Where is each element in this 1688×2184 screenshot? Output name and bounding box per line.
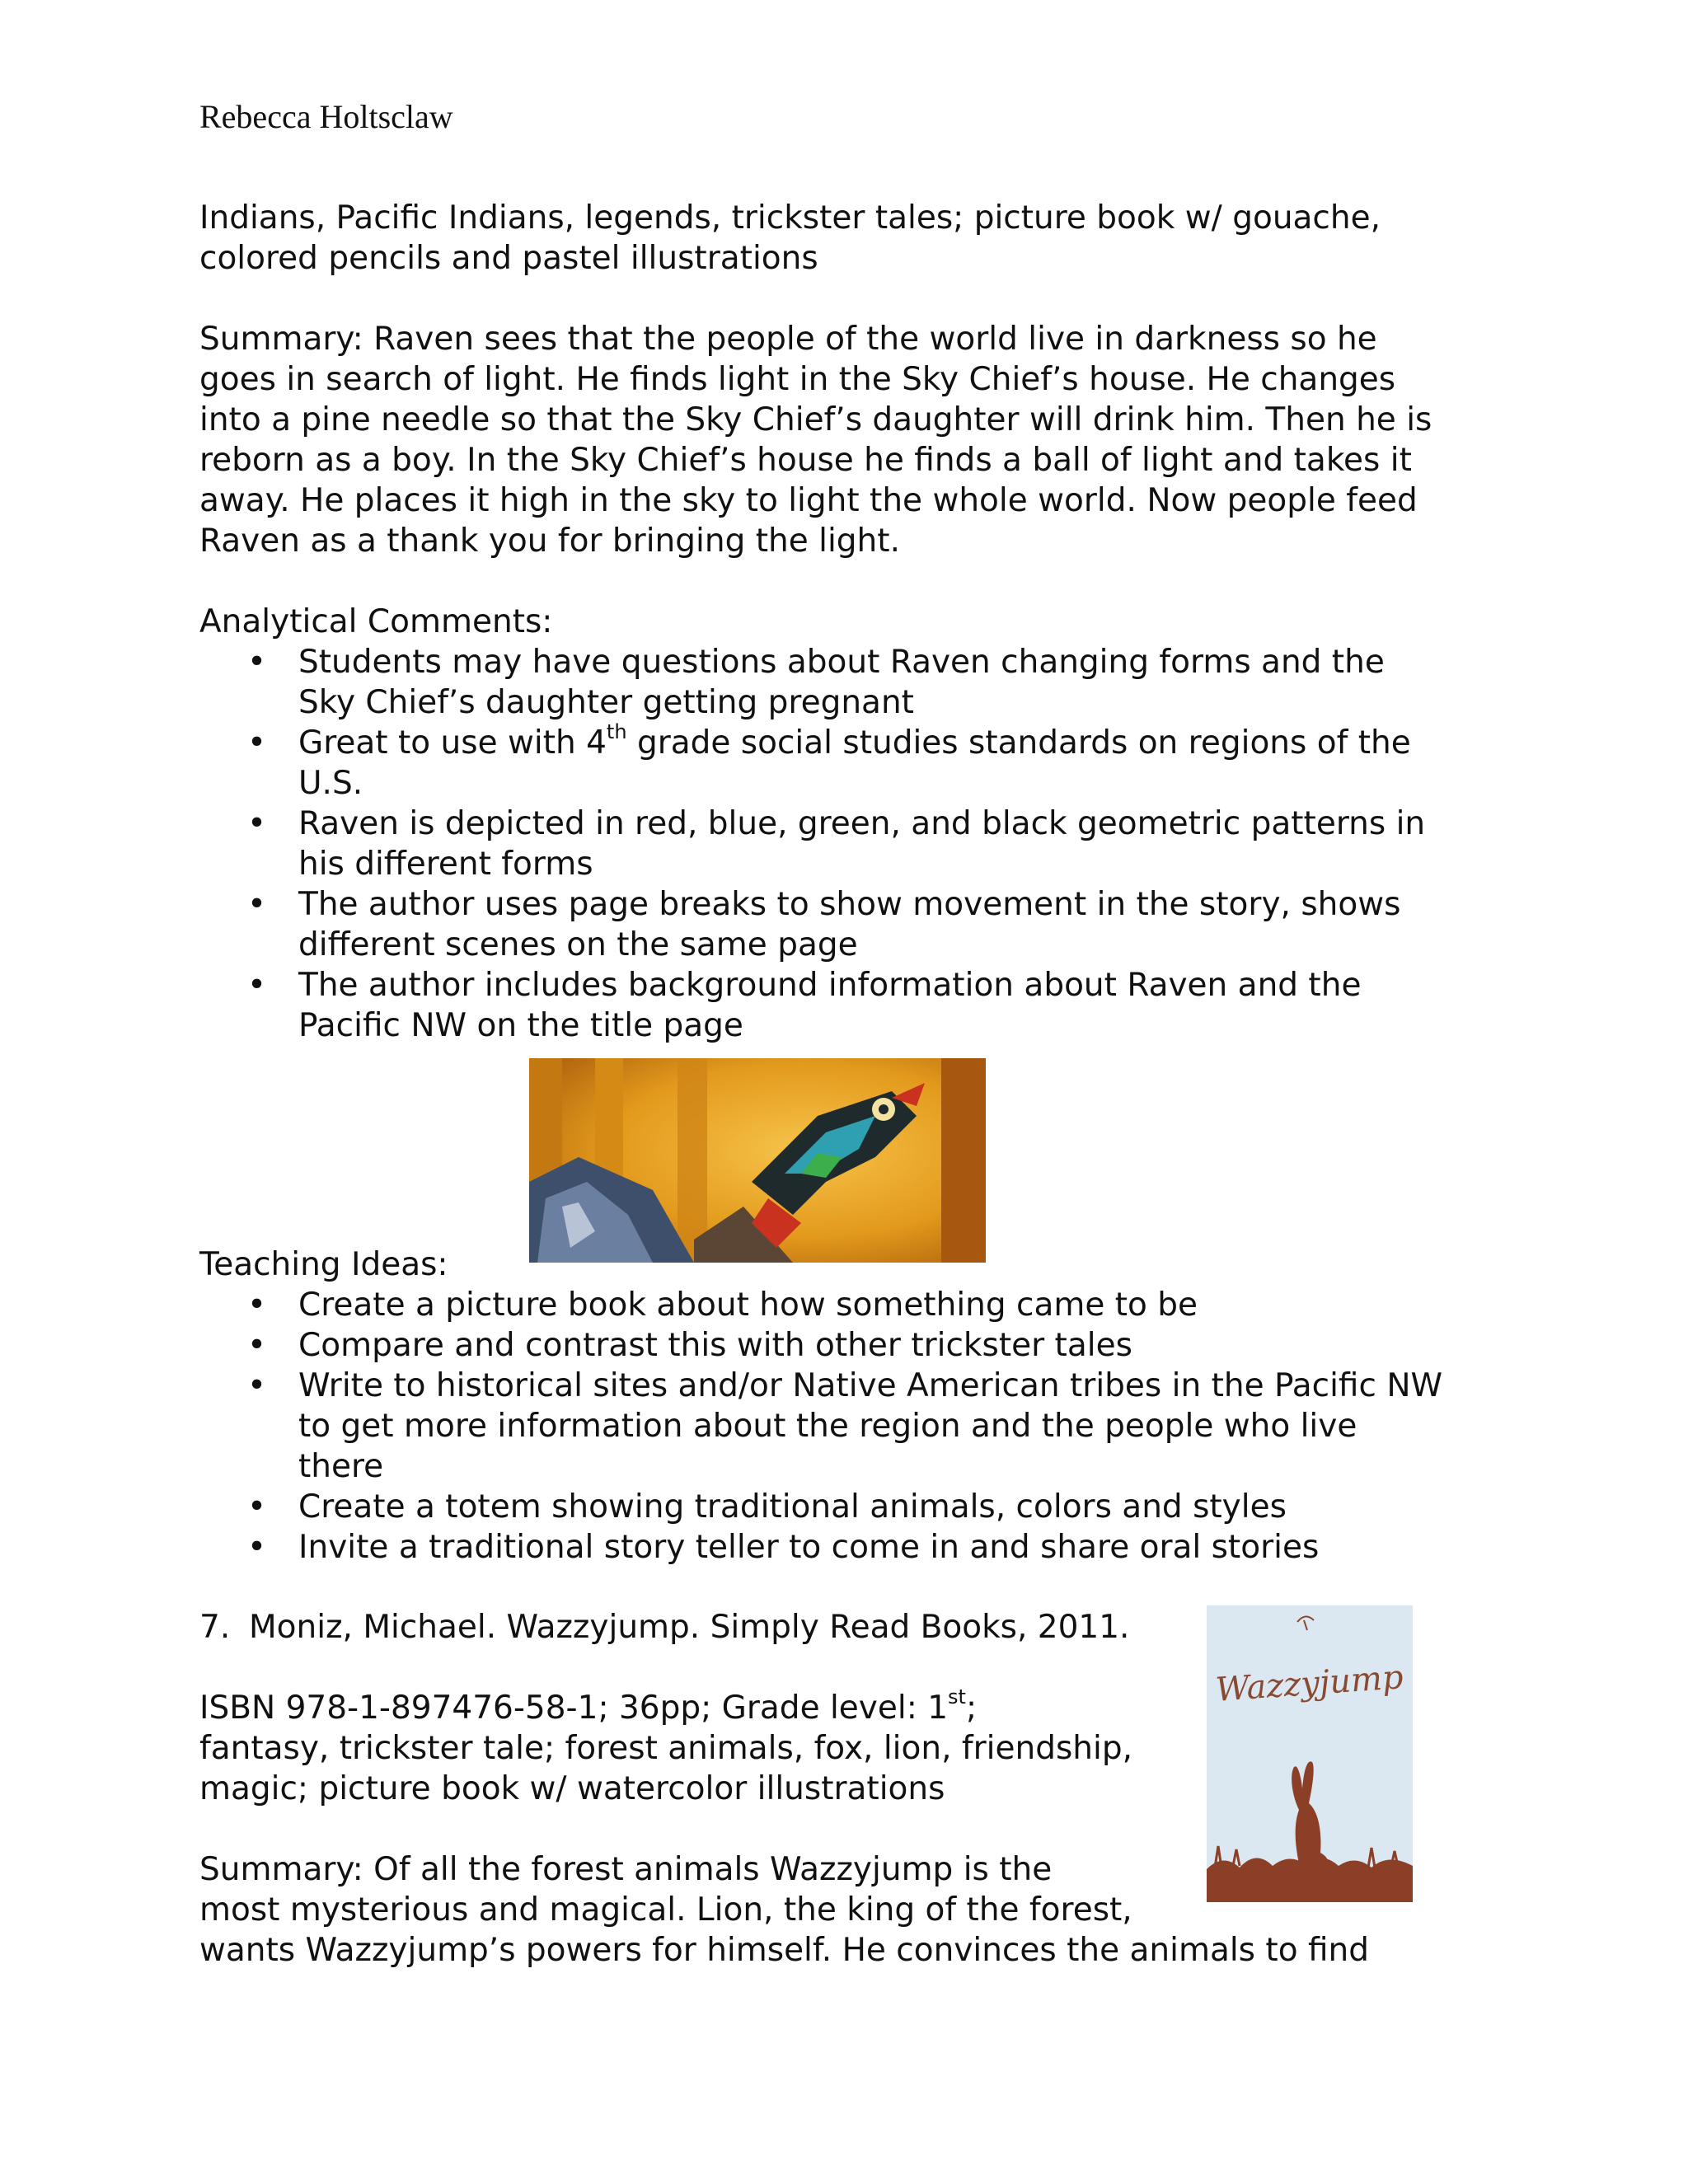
cover-title: Wazzyjump	[1214, 1658, 1404, 1709]
isbn-line: ISBN 978-1-897476-58-1; 36pp; Grade level: 1st;	[199, 1685, 978, 1727]
summary-line: most mysterious and magical. Lion, the king of the forest,	[199, 1891, 1132, 1929]
summary-line: Summary: Raven sees that the people of the world live in darkness so he	[199, 321, 1377, 358]
entry-number: 7.	[199, 1609, 231, 1646]
book-6-entry	[199, 198, 1518, 1046]
summary-line: into a pine needle so that the Sky Chief’s daughter will drink him. Then he is	[199, 401, 1432, 438]
summary-paragraph	[199, 319, 1518, 561]
book-7-summary-continued	[199, 1930, 1559, 1971]
subjects-line: Indians, Pacific Indians, legends, trickster tales; picture book w/ gouache,	[199, 199, 1381, 237]
list-item: • Create a picture book about how something came to be	[199, 1285, 1518, 1325]
subjects-line: colored pencils and pastel illustrations	[199, 240, 818, 277]
analytical-comments-heading: Analytical Comments:	[199, 603, 553, 640]
subjects-line: fantasy, trickster tale; forest animals, fox, lion, friendship,	[199, 1730, 1132, 1767]
author-header: Rebecca Holtsclaw	[199, 98, 453, 135]
summary-line: Summary: Of all the forest animals Wazzyjump is the	[199, 1851, 1053, 1888]
teaching-ideas-heading: Teaching Ideas:	[199, 1246, 448, 1283]
list-item: • The author uses page breaks to show movement in the story, shows different scenes on the same page	[199, 884, 1518, 965]
summary-line: away. He places it high in the sky to light the whole world. Now people feed	[199, 482, 1418, 519]
summary-line: wants Wazzyjump’s powers for himself. He convinces the animals to find	[199, 1932, 1369, 1969]
list-item: • Create a totem showing traditional animals, colors and styles	[199, 1487, 1518, 1527]
list-item: • Compare and contrast this with other trickster tales	[199, 1325, 1518, 1366]
list-item: • Raven is depicted in red, blue, green, and black geometric patterns in his different forms	[199, 804, 1518, 884]
summary-line: goes in search of light. He finds light in the Sky Chief’s house. He changes	[199, 361, 1396, 398]
wazzyjump-cover-image	[1207, 1605, 1413, 1902]
book-7-entry	[199, 1607, 1189, 1930]
teaching-ideas-list	[199, 1285, 1518, 1568]
list-item: • The author includes background information about Raven and the Pacific NW on the title page	[199, 965, 1518, 1046]
subjects-line: magic; picture book w/ watercolor illustrations	[199, 1770, 945, 1807]
summary-line: Raven as a thank you for bringing the light.	[199, 523, 900, 560]
analytical-comments-list	[199, 642, 1518, 1046]
teaching-ideas-section	[199, 1244, 1518, 1568]
raven-illustration	[529, 1058, 986, 1263]
citation: Moniz, Michael. Wazzyjump. Simply Read Books, 2011.	[249, 1609, 1130, 1646]
list-item: • Great to use with 4th grade social studies standards on regions of the U.S.	[199, 723, 1518, 804]
citation-line	[199, 1607, 1189, 1647]
list-item: • Students may have questions about Raven changing forms and the Sky Chief’s daughter getting pregnant	[199, 642, 1518, 723]
list-item: • Write to historical sites and/or Native American tribes in the Pacific NW to get more information about the region and the people who live there	[199, 1366, 1518, 1487]
list-item: • Invite a traditional story teller to come in and share oral stories	[199, 1527, 1518, 1568]
summary-line: reborn as a boy. In the Sky Chief’s house he finds a ball of light and takes it	[199, 442, 1412, 479]
